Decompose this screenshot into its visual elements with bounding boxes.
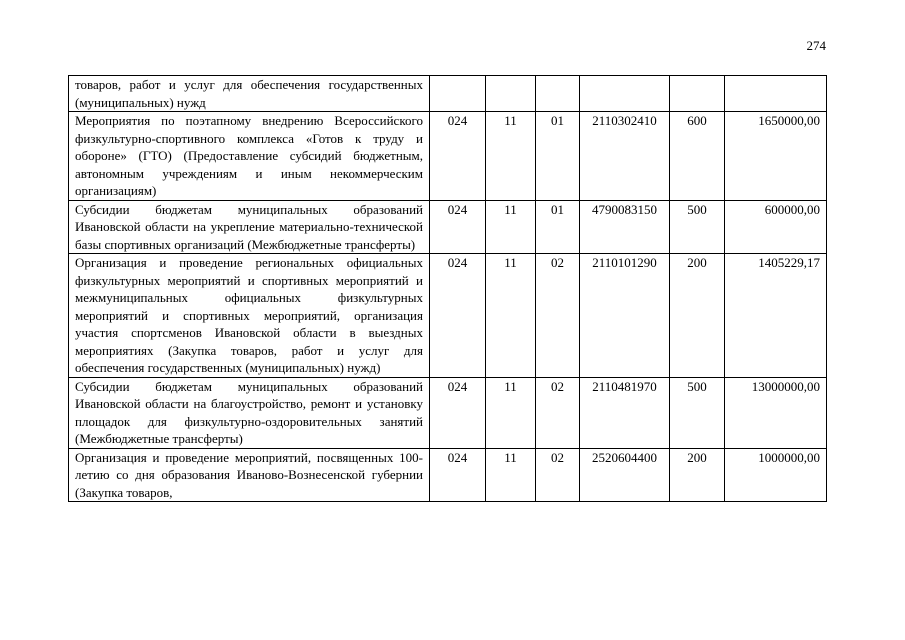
row-amount: 600000,00 [725,200,827,254]
row-target-code: 2520604400 [580,448,670,502]
row-subsection-code: 02 [536,377,580,448]
row-amount: 1650000,00 [725,112,827,201]
row-amount: 1000000,00 [725,448,827,502]
row-amount [725,76,827,112]
row-expense-type: 500 [670,200,725,254]
row-expense-type: 500 [670,377,725,448]
row-target-code: 4790083150 [580,200,670,254]
row-ministry-code: 024 [430,112,486,201]
row-target-code [580,76,670,112]
table-row [69,254,827,378]
row-expense-type: 200 [670,448,725,502]
row-description: Мероприятия по поэтапному внедрению Всероссийского физкультурно-спортивного комплекса «Готов к труду и обороне» (ГТО) (Предоставление субсидий бюджетным, автономным учреждениям и иным некоммерческим организациям) [69,112,430,201]
table-row [69,377,827,448]
table-row [69,76,827,112]
row-ministry-code: 024 [430,377,486,448]
page-number: 274 [806,38,826,53]
row-section-code: 11 [486,112,536,201]
row-target-code: 2110302410 [580,112,670,201]
row-subsection-code [536,76,580,112]
budget-table [68,75,827,502]
row-subsection-code: 01 [536,112,580,201]
row-expense-type [670,76,725,112]
row-section-code: 11 [486,377,536,448]
row-description: товаров, работ и услуг для обеспечения государственных (муниципальных) нужд [69,76,430,112]
row-ministry-code [430,76,486,112]
row-section-code [486,76,536,112]
row-subsection-code: 02 [536,254,580,378]
row-description: Субсидии бюджетам муниципальных образований Ивановской области на укрепление материально-технической базы спортивных организаций (Межбюджетные трансферты) [69,200,430,254]
row-section-code: 11 [486,448,536,502]
table-row [69,112,827,201]
row-section-code: 11 [486,200,536,254]
table-row [69,448,827,502]
row-target-code: 2110101290 [580,254,670,378]
row-expense-type: 600 [670,112,725,201]
row-amount: 13000000,00 [725,377,827,448]
row-subsection-code: 01 [536,200,580,254]
row-description: Организация и проведение региональных официальных физкультурных мероприятий и спортивных мероприятий и межмуниципальных официальных физкультурных мероприятий и спортивных мероприятий, организация участия спортсменов Ивановской области в выездных мероприятиях (Закупка товаров, работ и услуг для обеспечения государственных (муниципальных) нужд) [69,254,430,378]
row-ministry-code: 024 [430,448,486,502]
table-row [69,200,827,254]
row-amount: 1405229,17 [725,254,827,378]
row-description: Организация и проведение мероприятий, посвященных 100-летию со дня образования Иваново-Вознесенской губернии (Закупка товаров, [69,448,430,502]
row-expense-type: 200 [670,254,725,378]
row-section-code: 11 [486,254,536,378]
row-subsection-code: 02 [536,448,580,502]
row-description: Субсидии бюджетам муниципальных образований Ивановской области на благоустройство, ремонт и установку площадок для физкультурно-оздоровительных занятий (Межбюджетные трансферты) [69,377,430,448]
row-target-code: 2110481970 [580,377,670,448]
row-ministry-code: 024 [430,254,486,378]
row-ministry-code: 024 [430,200,486,254]
